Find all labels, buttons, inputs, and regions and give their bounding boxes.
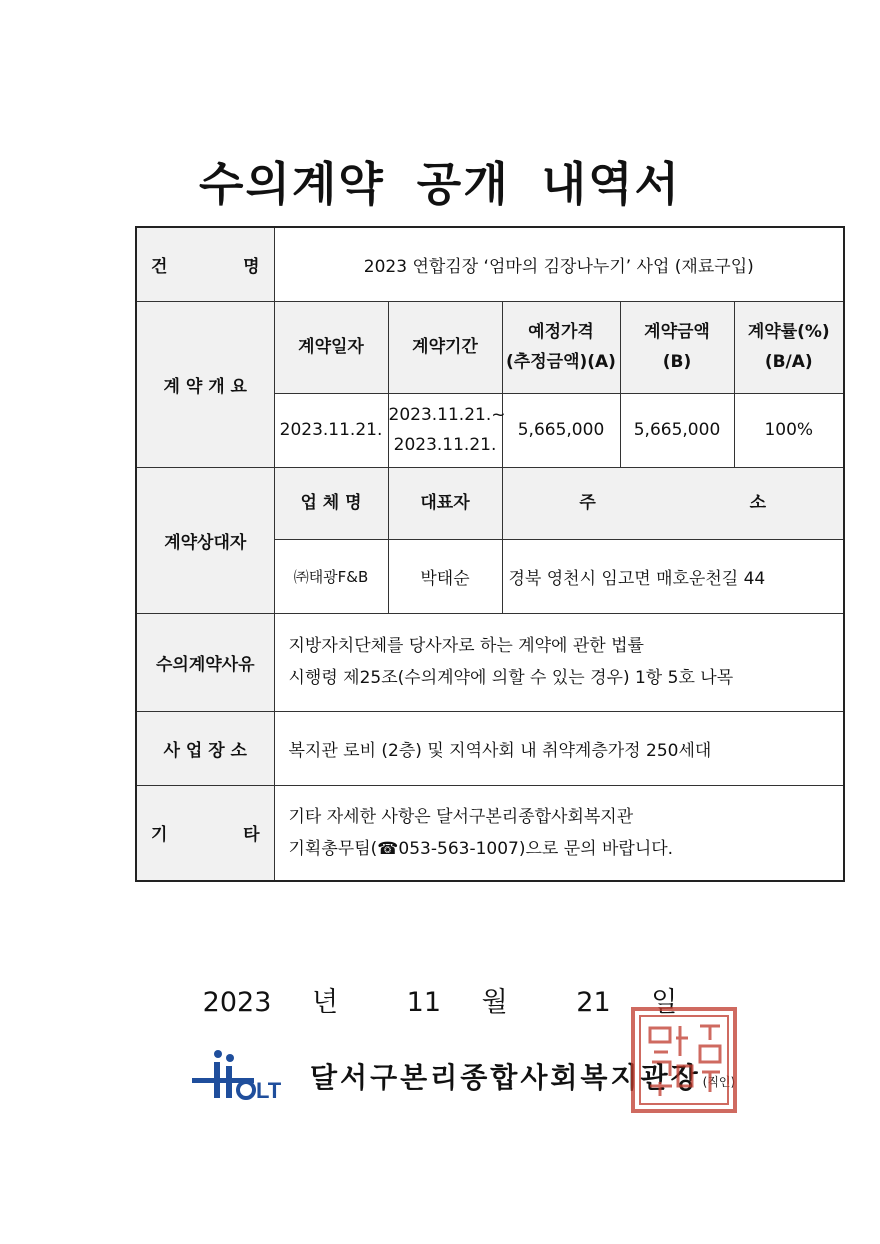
- label-overview: 계 약 개 요: [136, 301, 274, 467]
- organization-name: 달서구본리종합사회복지관장: [310, 1061, 701, 1094]
- contract-amount: 5,665,000: [620, 393, 734, 467]
- company-name: ㈜태광F&B: [274, 539, 388, 613]
- header-address: 주 소: [502, 467, 844, 539]
- contract-date: 2023.11.21.: [274, 393, 388, 467]
- label-name: 건 명: [136, 227, 274, 301]
- label-etc: 기 타: [136, 785, 274, 881]
- contract-rate: 100%: [734, 393, 844, 467]
- header-company: 업 체 명: [274, 467, 388, 539]
- label-place: 사 업 장 소: [136, 711, 274, 785]
- project-name: 2023 연합김장 ‘엄마의 김장나누기’ 사업 (재료구입): [274, 227, 844, 301]
- header-representative: 대표자: [388, 467, 502, 539]
- label-party: 계약상대자: [136, 467, 274, 613]
- place-text: 복지관 로비 (2층) 및 지역사회 내 취약계층가정 250세대: [274, 711, 844, 785]
- company-address: 경북 영천시 임고면 매호운천길 44: [502, 539, 844, 613]
- header-contract-rate: 계약률(%) (B/A): [734, 301, 844, 393]
- document-title: 수의계약 공개 내역서: [199, 157, 681, 211]
- etc-text: 기타 자세한 사항은 달서구본리종합사회복지관 기획총무팀(☎053-563-1007)으로 문의 바랍니다.: [274, 785, 844, 881]
- contract-period: 2023.11.21.~ 2023.11.21.: [388, 393, 502, 467]
- estimated-price: 5,665,000: [502, 393, 620, 467]
- row-name: [136, 227, 844, 301]
- official-seal: [630, 1006, 738, 1114]
- issue-date: 2023 년 11 월 21 일: [202, 987, 678, 1018]
- contract-table: [135, 226, 845, 882]
- reason-text: 지방자치단체를 당사자로 하는 계약에 관한 법률 시행령 제25조(수의계약에 의할 수 있는 경우) 1항 5호 나목: [274, 613, 844, 711]
- label-reason: 수의계약사유: [136, 613, 274, 711]
- header-contract-period: 계약기간: [388, 301, 502, 393]
- header-estimated-price: 예정가격 (추정금액)(A): [502, 301, 620, 393]
- svg-text:LT: LT: [256, 1078, 282, 1103]
- organization-logo: [190, 1048, 300, 1104]
- representative-name: 박태순: [388, 539, 502, 613]
- seal-note: (직인): [702, 1074, 736, 1089]
- header-contract-amount: 계약금액 (B): [620, 301, 734, 393]
- header-contract-date: 계약일자: [274, 301, 388, 393]
